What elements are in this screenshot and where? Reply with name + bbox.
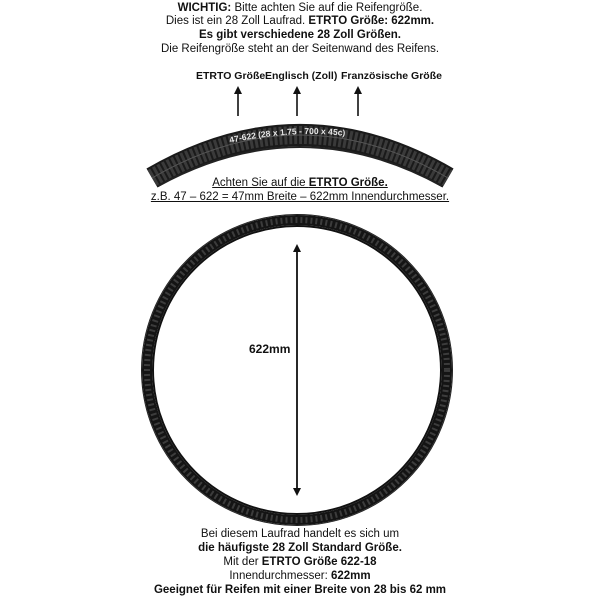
label-french: Französische Größe bbox=[341, 70, 442, 82]
bottom-line-3-text: Mit der bbox=[223, 556, 262, 568]
bottom-line-4 bbox=[0, 569, 600, 583]
bottom-line-3 bbox=[0, 555, 600, 569]
warning-text: Bitte achten Sie auf die Reifengröße. bbox=[231, 2, 423, 14]
etrto-note-text: Achten Sie auf die bbox=[212, 177, 309, 189]
wheel-size-text: Dies ist ein 28 Zoll Laufrad. bbox=[165, 15, 309, 27]
etrto-note-bold: ETRTO Größe. bbox=[308, 177, 388, 189]
label-etrto: ETRTO Größe bbox=[196, 70, 266, 82]
sidewall-info-line: Die Reifengröße steht an der Seitenwand des Reifens. bbox=[160, 43, 440, 55]
bottom-line-5: Geeignet für Reifen mit einer Breite von 28 bis 62 mm bbox=[153, 584, 447, 596]
bottom-line-4-bold: 622mm bbox=[331, 570, 371, 582]
bottom-line-2: die häufigste 28 Zoll Standard Größe. bbox=[198, 542, 402, 554]
bottom-line-1: Bei diesem Laufrad handelt es sich um bbox=[200, 528, 400, 540]
different-sizes-line: Es gibt verschiedene 28 Zoll Größen. bbox=[199, 29, 401, 41]
bottom-line-4-text: Innendurchmesser: bbox=[229, 570, 331, 582]
etrto-note-line bbox=[0, 176, 600, 190]
etrto-size-text: ETRTO Größe: 622mm. bbox=[308, 15, 435, 27]
label-english: Englisch (Zoll) bbox=[265, 70, 338, 82]
warning-label: WICHTIG: bbox=[177, 2, 232, 14]
sidewall-marking: 47-622 (28 x 1.75 - 700 x 45c) bbox=[228, 125, 346, 145]
bottom-line-3-bold: ETRTO Größe 622-18 bbox=[261, 556, 377, 568]
etrto-example-line: z.B. 47 – 622 = 47mm Breite – 622mm Innendurchmesser. bbox=[150, 191, 450, 203]
diameter-label: 622mm bbox=[249, 342, 291, 356]
